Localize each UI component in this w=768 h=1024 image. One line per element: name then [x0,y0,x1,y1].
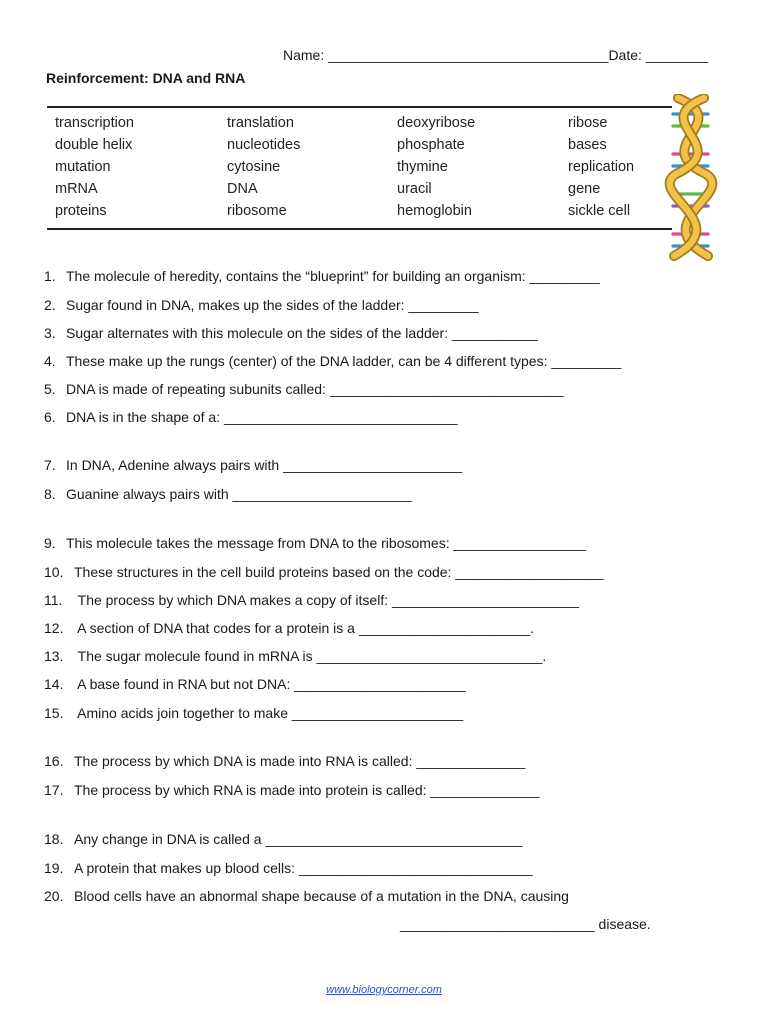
bank-word: phosphate [397,137,465,153]
question-20: 20. Blood cells have an abnormal shape because of a mutation in the DNA, causing [44,888,569,904]
question-17: 17. The process by which RNA is made into protein is called: ______________ [44,782,540,798]
question-5: 5. DNA is made of repeating subunits called: ______________________________ [44,381,564,397]
bank-word: ribosome [227,203,287,219]
bank-word: sickle cell [568,203,631,219]
bank-word: hemoglobin [397,203,472,219]
footer-link[interactable]: www.biologycorner.com [326,984,442,996]
bank-word: replication [568,159,635,175]
bank-word: thymine [397,159,448,175]
question-9: 9. This molecule takes the message from DNA to the ribosomes: _________________ [44,535,586,551]
bank-word: deoxyribose [397,115,476,131]
question-4: 4. These make up the rungs (center) of the DNA ladder, can be 4 different types: _________ [44,353,622,369]
question-11: 11. The process by which DNA makes a copy of itself: ________________________ [44,592,579,608]
date-field[interactable]: ________ [645,47,709,63]
name-label: Name: [283,47,325,63]
worksheet-title: Reinforcement: DNA and RNA [46,70,246,86]
question-14: 14. A base found in RNA but not DNA: ______________________ [44,676,466,692]
bank-word: cytosine [227,159,281,175]
word-bank [47,106,672,230]
question-6: 6. DNA is in the shape of a: ______________________________ [44,409,458,425]
bank-word: DNA [227,181,258,197]
dna-helix-icon [656,94,726,262]
bank-word: translation [227,115,294,131]
question-20-continuation: _________________________ disease. [400,916,651,932]
question-18: 18. Any change in DNA is called a _________________________________ [44,831,523,847]
question-13: 13. The sugar molecule found in mRNA is _____________________________. [44,648,547,664]
question-19: 19. A protein that makes up blood cells: ______________________________ [44,860,533,876]
question-7: 7. In DNA, Adenine always pairs with _______________________ [44,457,463,473]
bank-word: mRNA [55,181,98,197]
question-2: 2. Sugar found in DNA, makes up the sides of the ladder: _________ [44,297,479,313]
bank-word: ribose [568,115,608,131]
question-10: 10. These structures in the cell build proteins based on the code: ___________________ [44,564,604,580]
name-field[interactable]: ____________________________________ [328,47,609,63]
question-12: 12. A section of DNA that codes for a protein is a ______________________. [44,620,535,636]
bank-word: nucleotides [227,137,301,153]
question-1: 1. The molecule of heredity, contains the “blueprint” for building an organism: _________ [44,268,600,284]
bank-word: mutation [55,159,111,175]
bank-word: proteins [55,203,107,219]
bank-word: gene [568,181,601,197]
bank-word: bases [568,137,607,153]
bank-word: transcription [55,115,134,131]
question-15: 15. Amino acids join together to make ______________________ [44,705,464,721]
question-8: 8. Guanine always pairs with _______________________ [44,486,412,502]
name-date-line [283,47,708,63]
bank-word: double helix [55,137,133,153]
date-label: Date: [608,47,642,63]
bank-word: uracil [397,181,432,197]
question-16: 16. The process by which DNA is made into RNA is called: ______________ [44,753,526,769]
question-3: 3. Sugar alternates with this molecule on the sides of the ladder: ___________ [44,325,538,341]
